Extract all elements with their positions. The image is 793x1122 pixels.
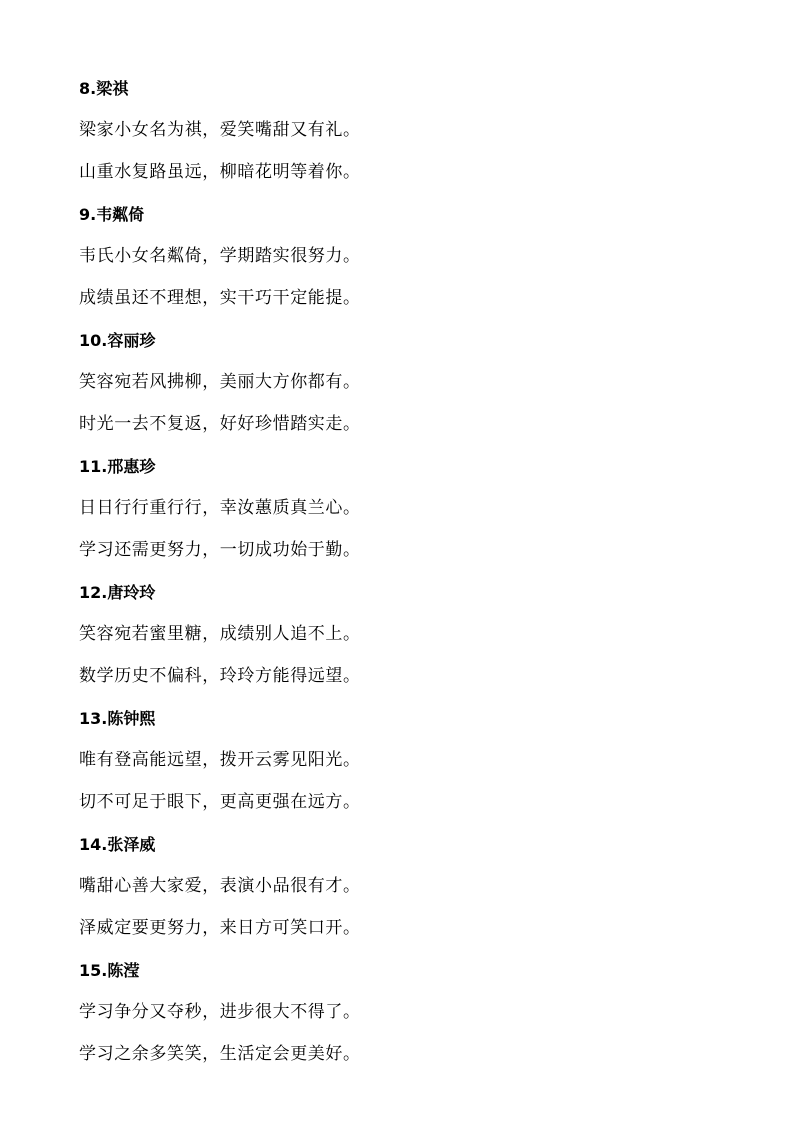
- comment-line: 成绩虽还不理想，实干巧干定能提。: [79, 288, 361, 308]
- student-entry: [79, 958, 719, 1067]
- student-name-heading: 14.张泽威: [79, 835, 156, 854]
- student-name-heading: 10.容丽珍: [79, 331, 156, 350]
- comment-line: 泽威定要更努力，来日方可笑口开。: [79, 918, 361, 938]
- comment-line: 山重水复路虽远，柳暗花明等着你。: [79, 162, 361, 182]
- student-entry: [79, 76, 719, 185]
- student-name-heading: 8.梁祺: [79, 79, 129, 98]
- comment-line: 韦氏小女名粼倚，学期踏实很努力。: [79, 246, 361, 266]
- student-entry: [79, 832, 719, 941]
- student-entry: [79, 580, 719, 689]
- comment-line: 学习争分又夺秒，进步很大不得了。: [79, 1002, 361, 1022]
- student-entry: [79, 706, 719, 815]
- comment-line: 梁家小女名为祺，爱笑嘴甜又有礼。: [79, 120, 361, 140]
- comment-line: 日日行行重行行，幸汝蕙质真兰心。: [79, 498, 361, 518]
- student-entry: [79, 454, 719, 563]
- comment-line: 学习之余多笑笑，生活定会更美好。: [79, 1044, 361, 1064]
- comment-line: 嘴甜心善大家爱，表演小品很有才。: [79, 876, 361, 896]
- comment-line: 切不可足于眼下，更高更强在远方。: [79, 792, 361, 812]
- comment-line: 学习还需更努力，一切成功始于勤。: [79, 540, 361, 560]
- student-entry: [79, 328, 719, 437]
- comment-line: 数学历史不偏科，玲玲方能得远望。: [79, 666, 361, 686]
- student-name-heading: 9.韦粼倚: [79, 205, 145, 224]
- student-name-heading: 13.陈钟熙: [79, 709, 156, 728]
- comment-line: 笑容宛若蜜里糖，成绩别人追不上。: [79, 624, 361, 644]
- comment-line: 笑容宛若风拂柳，美丽大方你都有。: [79, 372, 361, 392]
- student-comment-list: [79, 76, 719, 1067]
- comment-line: 时光一去不复返，好好珍惜踏实走。: [79, 414, 361, 434]
- student-entry: [79, 202, 719, 311]
- student-name-heading: 12.唐玲玲: [79, 583, 156, 602]
- comment-line: 唯有登高能远望，拨开云雾见阳光。: [79, 750, 361, 770]
- student-name-heading: 11.邢惠珍: [79, 457, 156, 476]
- student-name-heading: 15.陈滢: [79, 961, 140, 980]
